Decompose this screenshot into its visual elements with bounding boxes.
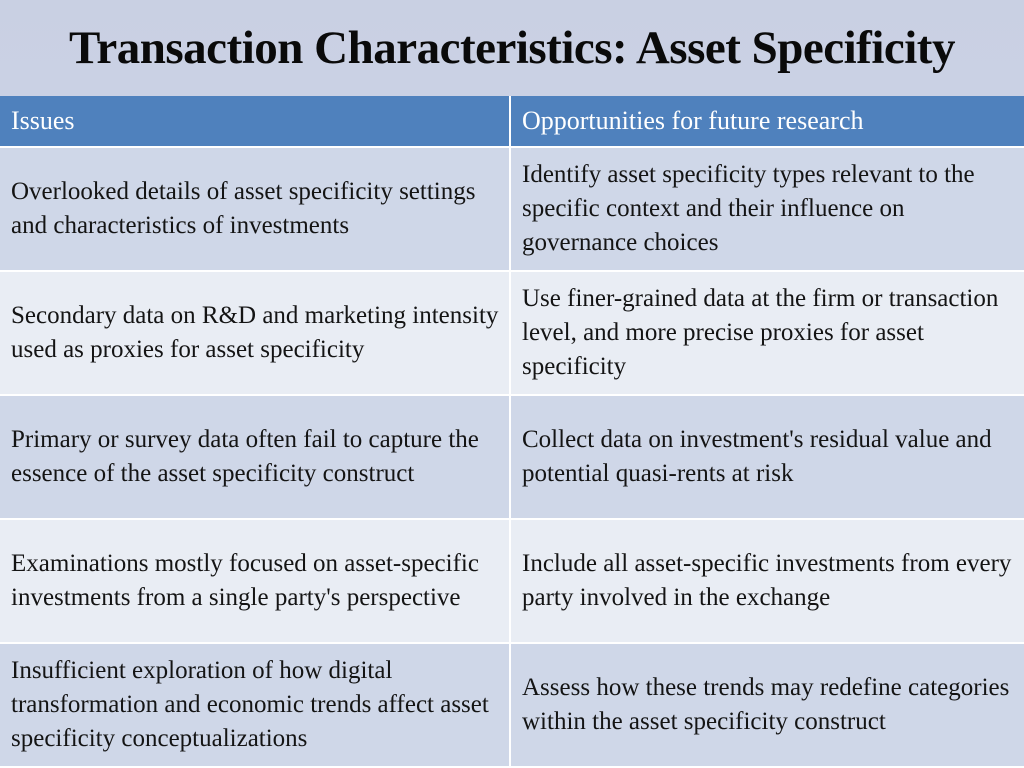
column-header-label: Opportunities for future research: [522, 106, 864, 135]
opportunity-cell: [511, 644, 1024, 768]
research-table: [0, 96, 1024, 768]
column-header-issues: [0, 96, 511, 148]
issue-text: Primary or survey data often fail to capture the essence of the asset specificity construct: [11, 426, 479, 487]
issue-cell: [0, 644, 511, 768]
issue-text: Overlooked details of asset specificity settings and characteristics of investments: [11, 178, 476, 239]
issue-text: Insufficient exploration of how digital transformation and economic trends affect asset specificity conceptualizations: [11, 657, 489, 752]
issue-text: Secondary data on R&D and marketing intensity used as proxies for asset specificity: [11, 302, 499, 363]
slide-title: Transaction Characteristics: Asset Specificity: [69, 22, 955, 74]
opportunity-text: Collect data on investment's residual value and potential quasi-rents at risk: [522, 426, 992, 487]
issue-cell: [0, 520, 511, 644]
opportunity-cell: [511, 148, 1024, 272]
opportunity-text: Identify asset specificity types relevant to the specific context and their influence on governance choices: [522, 161, 975, 256]
opportunity-text: Use finer-grained data at the firm or transaction level, and more precise proxies for asset specificity: [522, 285, 999, 380]
column-header-label: Issues: [11, 106, 75, 135]
issue-cell: [0, 396, 511, 520]
opportunity-text: Include all asset-specific investments from every party involved in the exchange: [522, 550, 1012, 611]
column-header-opportunities: [511, 96, 1024, 148]
issue-text: Examinations mostly focused on asset-specific investments from a single party's perspective: [11, 550, 479, 611]
opportunity-cell: [511, 272, 1024, 396]
opportunity-text: Assess how these trends may redefine categories within the asset specificity construct: [522, 674, 1010, 735]
issue-cell: [0, 148, 511, 272]
opportunity-cell: [511, 520, 1024, 644]
issue-cell: [0, 272, 511, 396]
opportunity-cell: [511, 396, 1024, 520]
